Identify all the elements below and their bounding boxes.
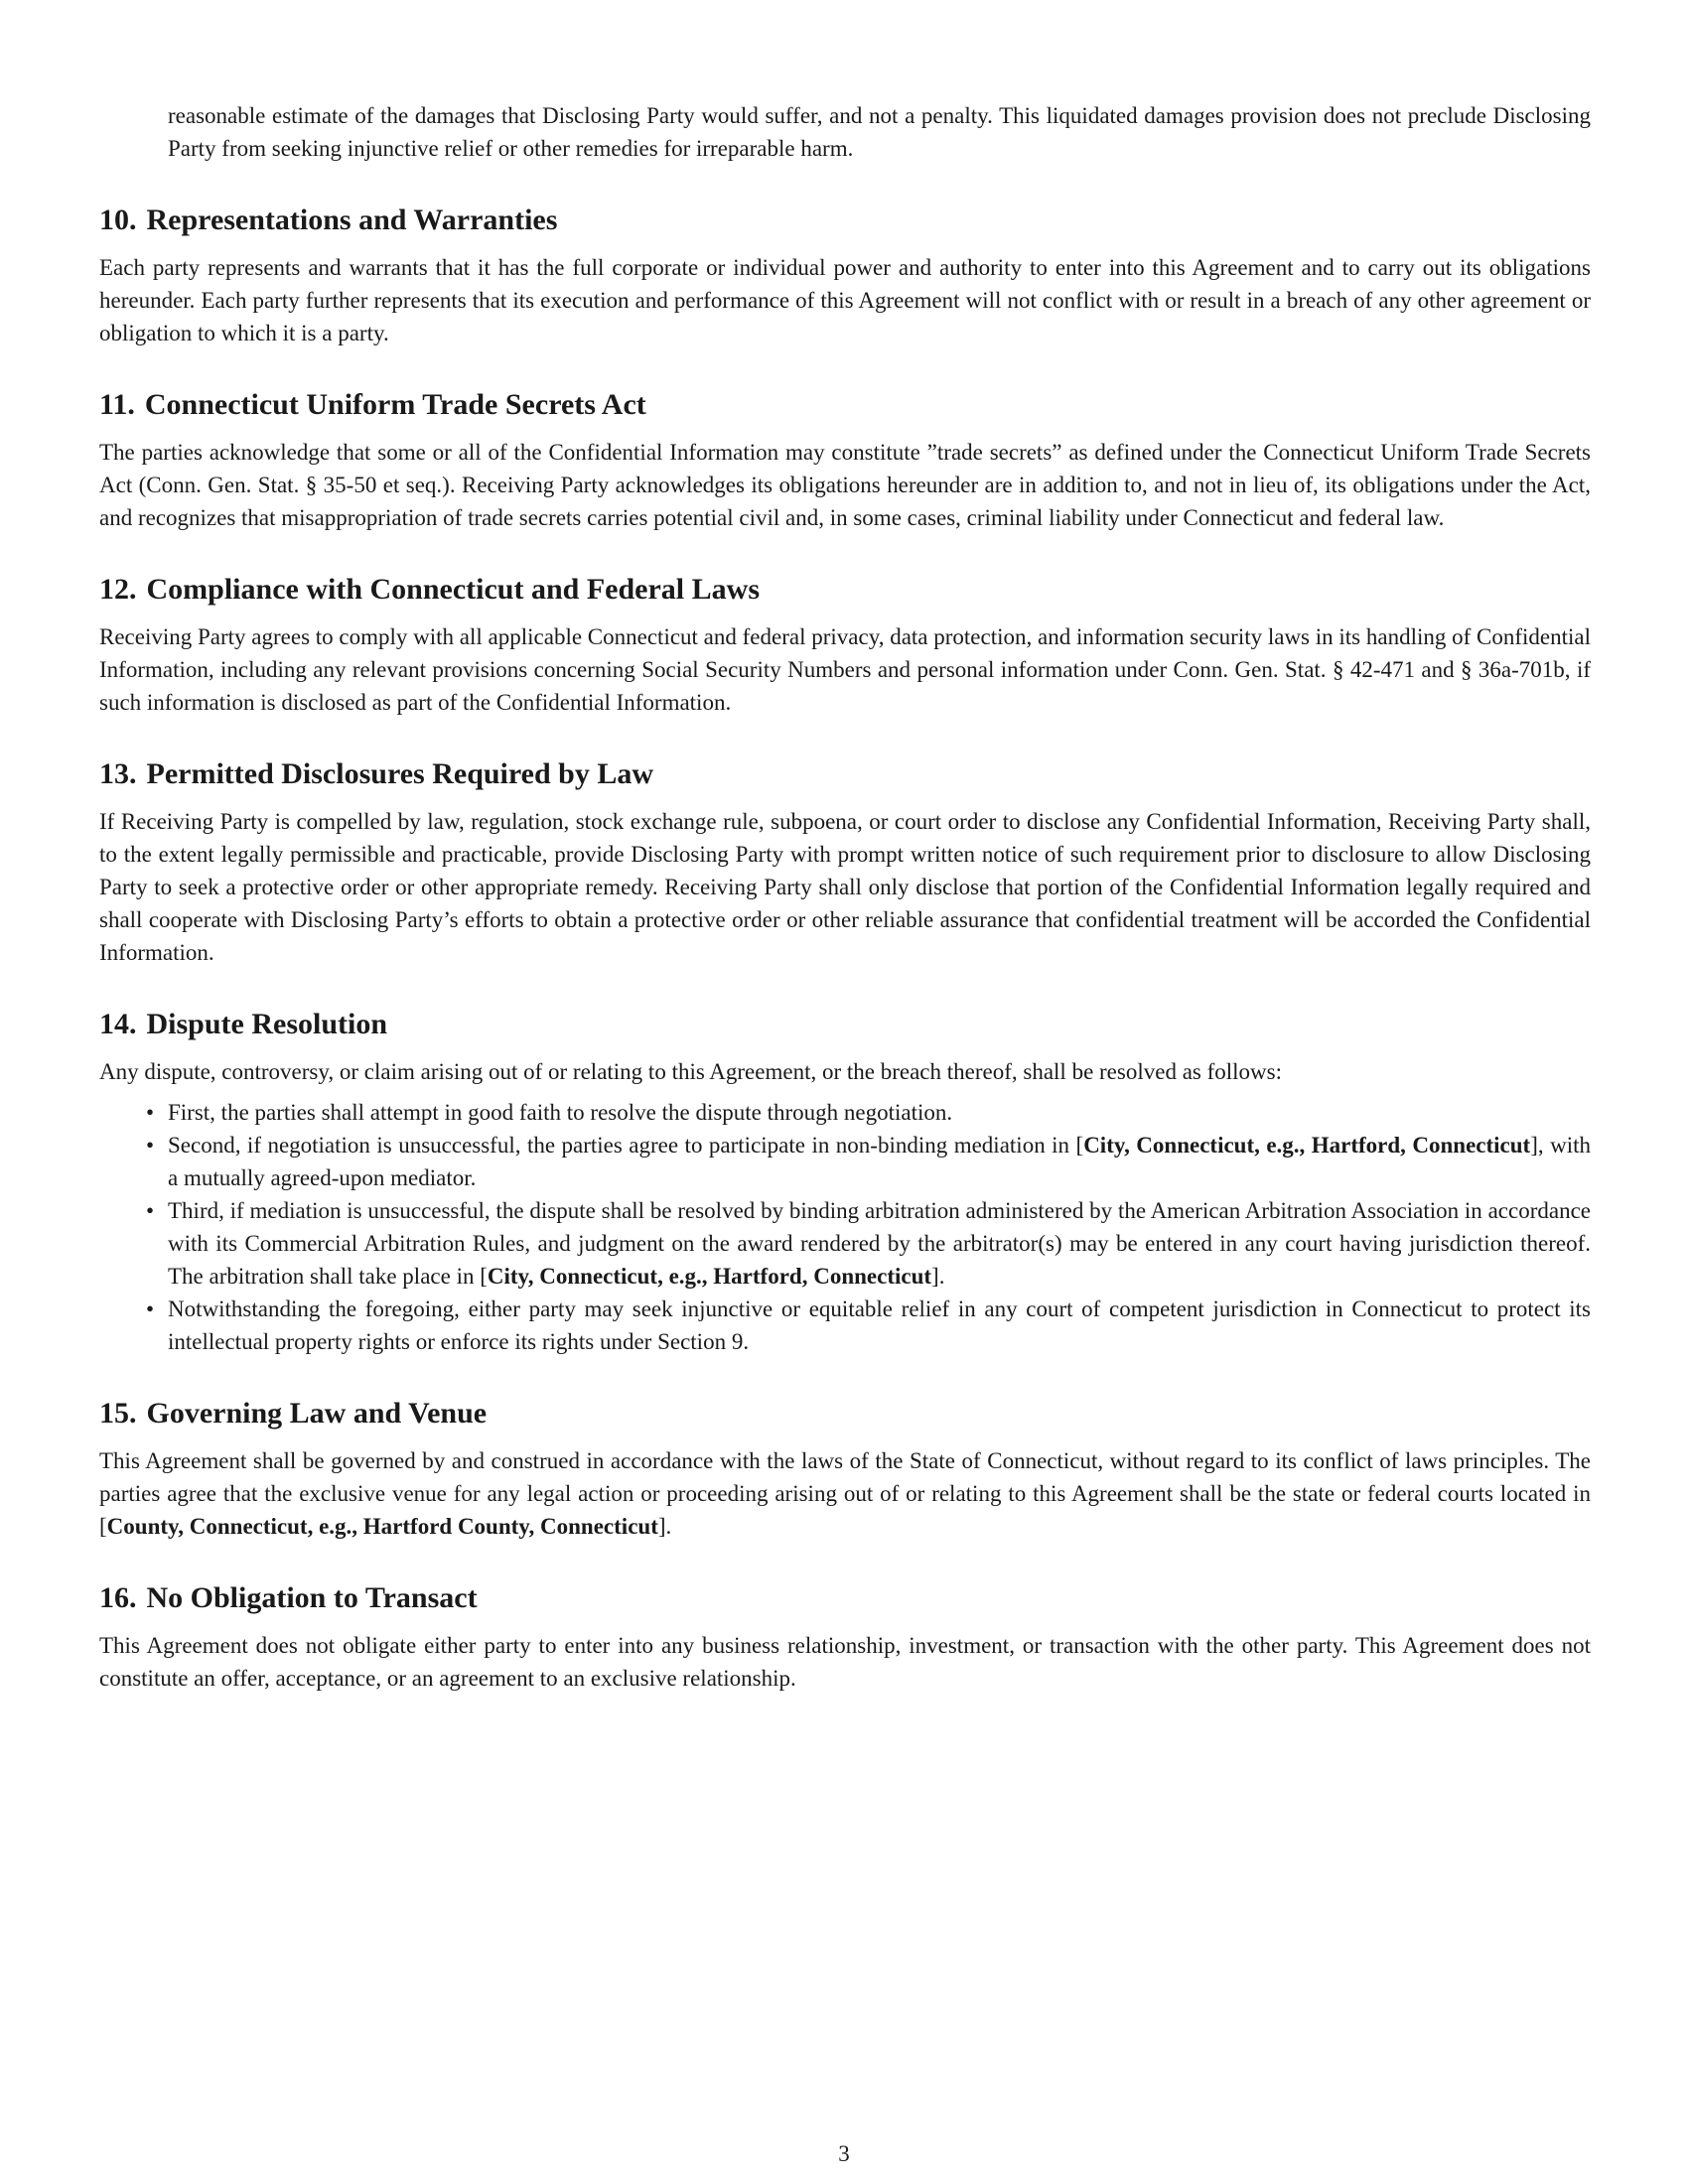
section-14 xyxy=(99,1005,1591,1358)
placeholder-location: City, Connecticut, e.g., Hartford, Connecticut xyxy=(1083,1133,1531,1158)
section-title: No Obligation to Transact xyxy=(146,1581,478,1614)
list-item-text-end: ], with a mutually agreed-upon mediator. xyxy=(168,1133,1592,1190)
section-body-text: This Agreement shall be governed by and construed in accordance with the laws of the State of Connecticut, without regard to its conflict of laws principles. The parties agree that the exclusive venue for any legal action or proceeding arising out of or relating to this Agreement shall be the state or federal courts located in [ xyxy=(99,1448,1591,1539)
section-10 xyxy=(99,201,1591,349)
section-12 xyxy=(99,570,1591,719)
placeholder-venue: County, Connecticut, e.g., Hartford County, Connecticut xyxy=(106,1514,658,1539)
section-body: Each party represents and warrants that it has the full corporate or individual power and authority to enter into this Agreement and to carry out its obligations hereunder. Each party further represents that its execution and performance of this Agreement will not conflict with or result in a breach of any other agreement or obligation to which it is a party. xyxy=(99,255,1591,345)
list-item xyxy=(146,1096,1591,1129)
section-title: Connecticut Uniform Trade Secrets Act xyxy=(144,388,646,421)
list-item-text: Second, if negotiation is unsuccessful, the parties agree to participate in non-binding mediation in [ xyxy=(168,1133,1084,1158)
section-number: 12. xyxy=(99,573,137,606)
section-heading xyxy=(99,201,1591,240)
bullet-icon: • xyxy=(146,1133,155,1158)
list-item-text: Third, if mediation is unsuccessful, the dispute shall be resolved by binding arbitration administered by the American Arbitration Association in accordance with its Commercial Arbitration Rules, and judgment on the award rendered by the arbitrator(s) may be entered in any court having jurisdiction thereof. The arbitration shall take place in [ xyxy=(168,1198,1591,1289)
section-number: 10. xyxy=(99,204,137,236)
section-title: Compliance with Connecticut and Federal Laws xyxy=(146,573,760,606)
list-item-text: First, the parties shall attempt in good faith to resolve the dispute through negotiation. xyxy=(168,1100,953,1125)
continuation-paragraph: reasonable estimate of the damages that Disclosing Party would suffer, and not a penalty. This liquidated damages provision does not preclude Disclosing Party from seeking injunctive relief or other remedies for irreparable harm. xyxy=(168,103,1591,161)
section-title: Governing Law and Venue xyxy=(146,1397,488,1430)
section-body: This Agreement does not obligate either party to enter into any business relationship, investment, or transaction with the other party. This Agreement does not constitute an offer, acceptance, or an agreement to an exclusive relationship. xyxy=(99,1633,1591,1691)
section-title: Permitted Disclosures Required by Law xyxy=(146,757,654,790)
section-number: 14. xyxy=(99,1008,137,1040)
section-body: Any dispute, controversy, or claim arising out of or relating to this Agreement, or the breach thereof, shall be resolved as follows: xyxy=(99,1059,1282,1084)
bullet-icon: • xyxy=(146,1297,155,1321)
dispute-steps-list xyxy=(99,1096,1591,1358)
section-heading xyxy=(99,1005,1591,1044)
list-item xyxy=(146,1129,1592,1194)
list-item xyxy=(146,1293,1591,1358)
section-15 xyxy=(99,1394,1591,1543)
section-title: Representations and Warranties xyxy=(146,204,558,236)
section-body: The parties acknowledge that some or all of the Confidential Information may constitute ”trade secrets” as defined under the Connecticut Uniform Trade Secrets Act (Conn. Gen. Stat. § 35-50 et seq.). Receiving Party acknowledges its obligations hereunder are in addition to, and not in lieu of, its obligations under the Act, and recognizes that misappropriation of trade secrets carries potential civil and, in some cases, criminal liability under Connecticut and federal law. xyxy=(99,440,1591,530)
section-heading xyxy=(99,1578,1591,1618)
bullet-icon: • xyxy=(146,1198,155,1223)
section-16 xyxy=(99,1578,1591,1695)
placeholder-location: City, Connecticut, e.g., Hartford, Connecticut xyxy=(487,1264,932,1289)
section-number: 13. xyxy=(99,757,137,790)
section-heading xyxy=(99,754,1591,794)
list-item-text-end: ]. xyxy=(931,1264,945,1289)
section-body-text-end: ]. xyxy=(657,1514,672,1539)
bullet-icon: • xyxy=(146,1100,155,1125)
section-number: 11. xyxy=(99,388,135,421)
section-11 xyxy=(99,385,1591,534)
section-heading xyxy=(99,570,1591,610)
page-number: 3 xyxy=(838,2141,850,2166)
list-item-text: Notwithstanding the foregoing, either party may seek injunctive or equitable relief in any court of competent jurisdiction in Connecticut to protect its intellectual property rights or enforce its rights under Section 9. xyxy=(168,1297,1591,1354)
section-number: 16. xyxy=(99,1581,137,1614)
section-heading xyxy=(99,1394,1591,1433)
section-body xyxy=(99,1444,1591,1543)
section-body: If Receiving Party is compelled by law, regulation, stock exchange rule, subpoena, or court order to disclose any Confidential Information, Receiving Party shall, to the extent legally permissible and practicable, provide Disclosing Party with prompt written notice of such requirement prior to disclosure to allow Disclosing Party to seek a protective order or other appropriate remedy. Receiving Party shall only disclose that portion of the Confidential Information legally required and shall cooperate with Disclosing Party’s efforts to obtain a protective order or other reliable assurance that confidential treatment will be accorded the Confidential Information. xyxy=(99,809,1591,965)
section-number: 15. xyxy=(99,1397,137,1430)
section-title: Dispute Resolution xyxy=(146,1008,388,1040)
section-13 xyxy=(99,754,1591,969)
section-heading xyxy=(99,385,1591,425)
section-body: Receiving Party agrees to comply with all applicable Connecticut and federal privacy, data protection, and information security laws in its handling of Confidential Information, including any relevant provisions concerning Social Security Numbers and personal information under Conn. Gen. Stat. § 42-471 and § 36a-701b, if such information is disclosed as part of the Confidential Information. xyxy=(99,624,1592,715)
list-item xyxy=(146,1194,1591,1293)
document-page xyxy=(99,99,1591,1695)
